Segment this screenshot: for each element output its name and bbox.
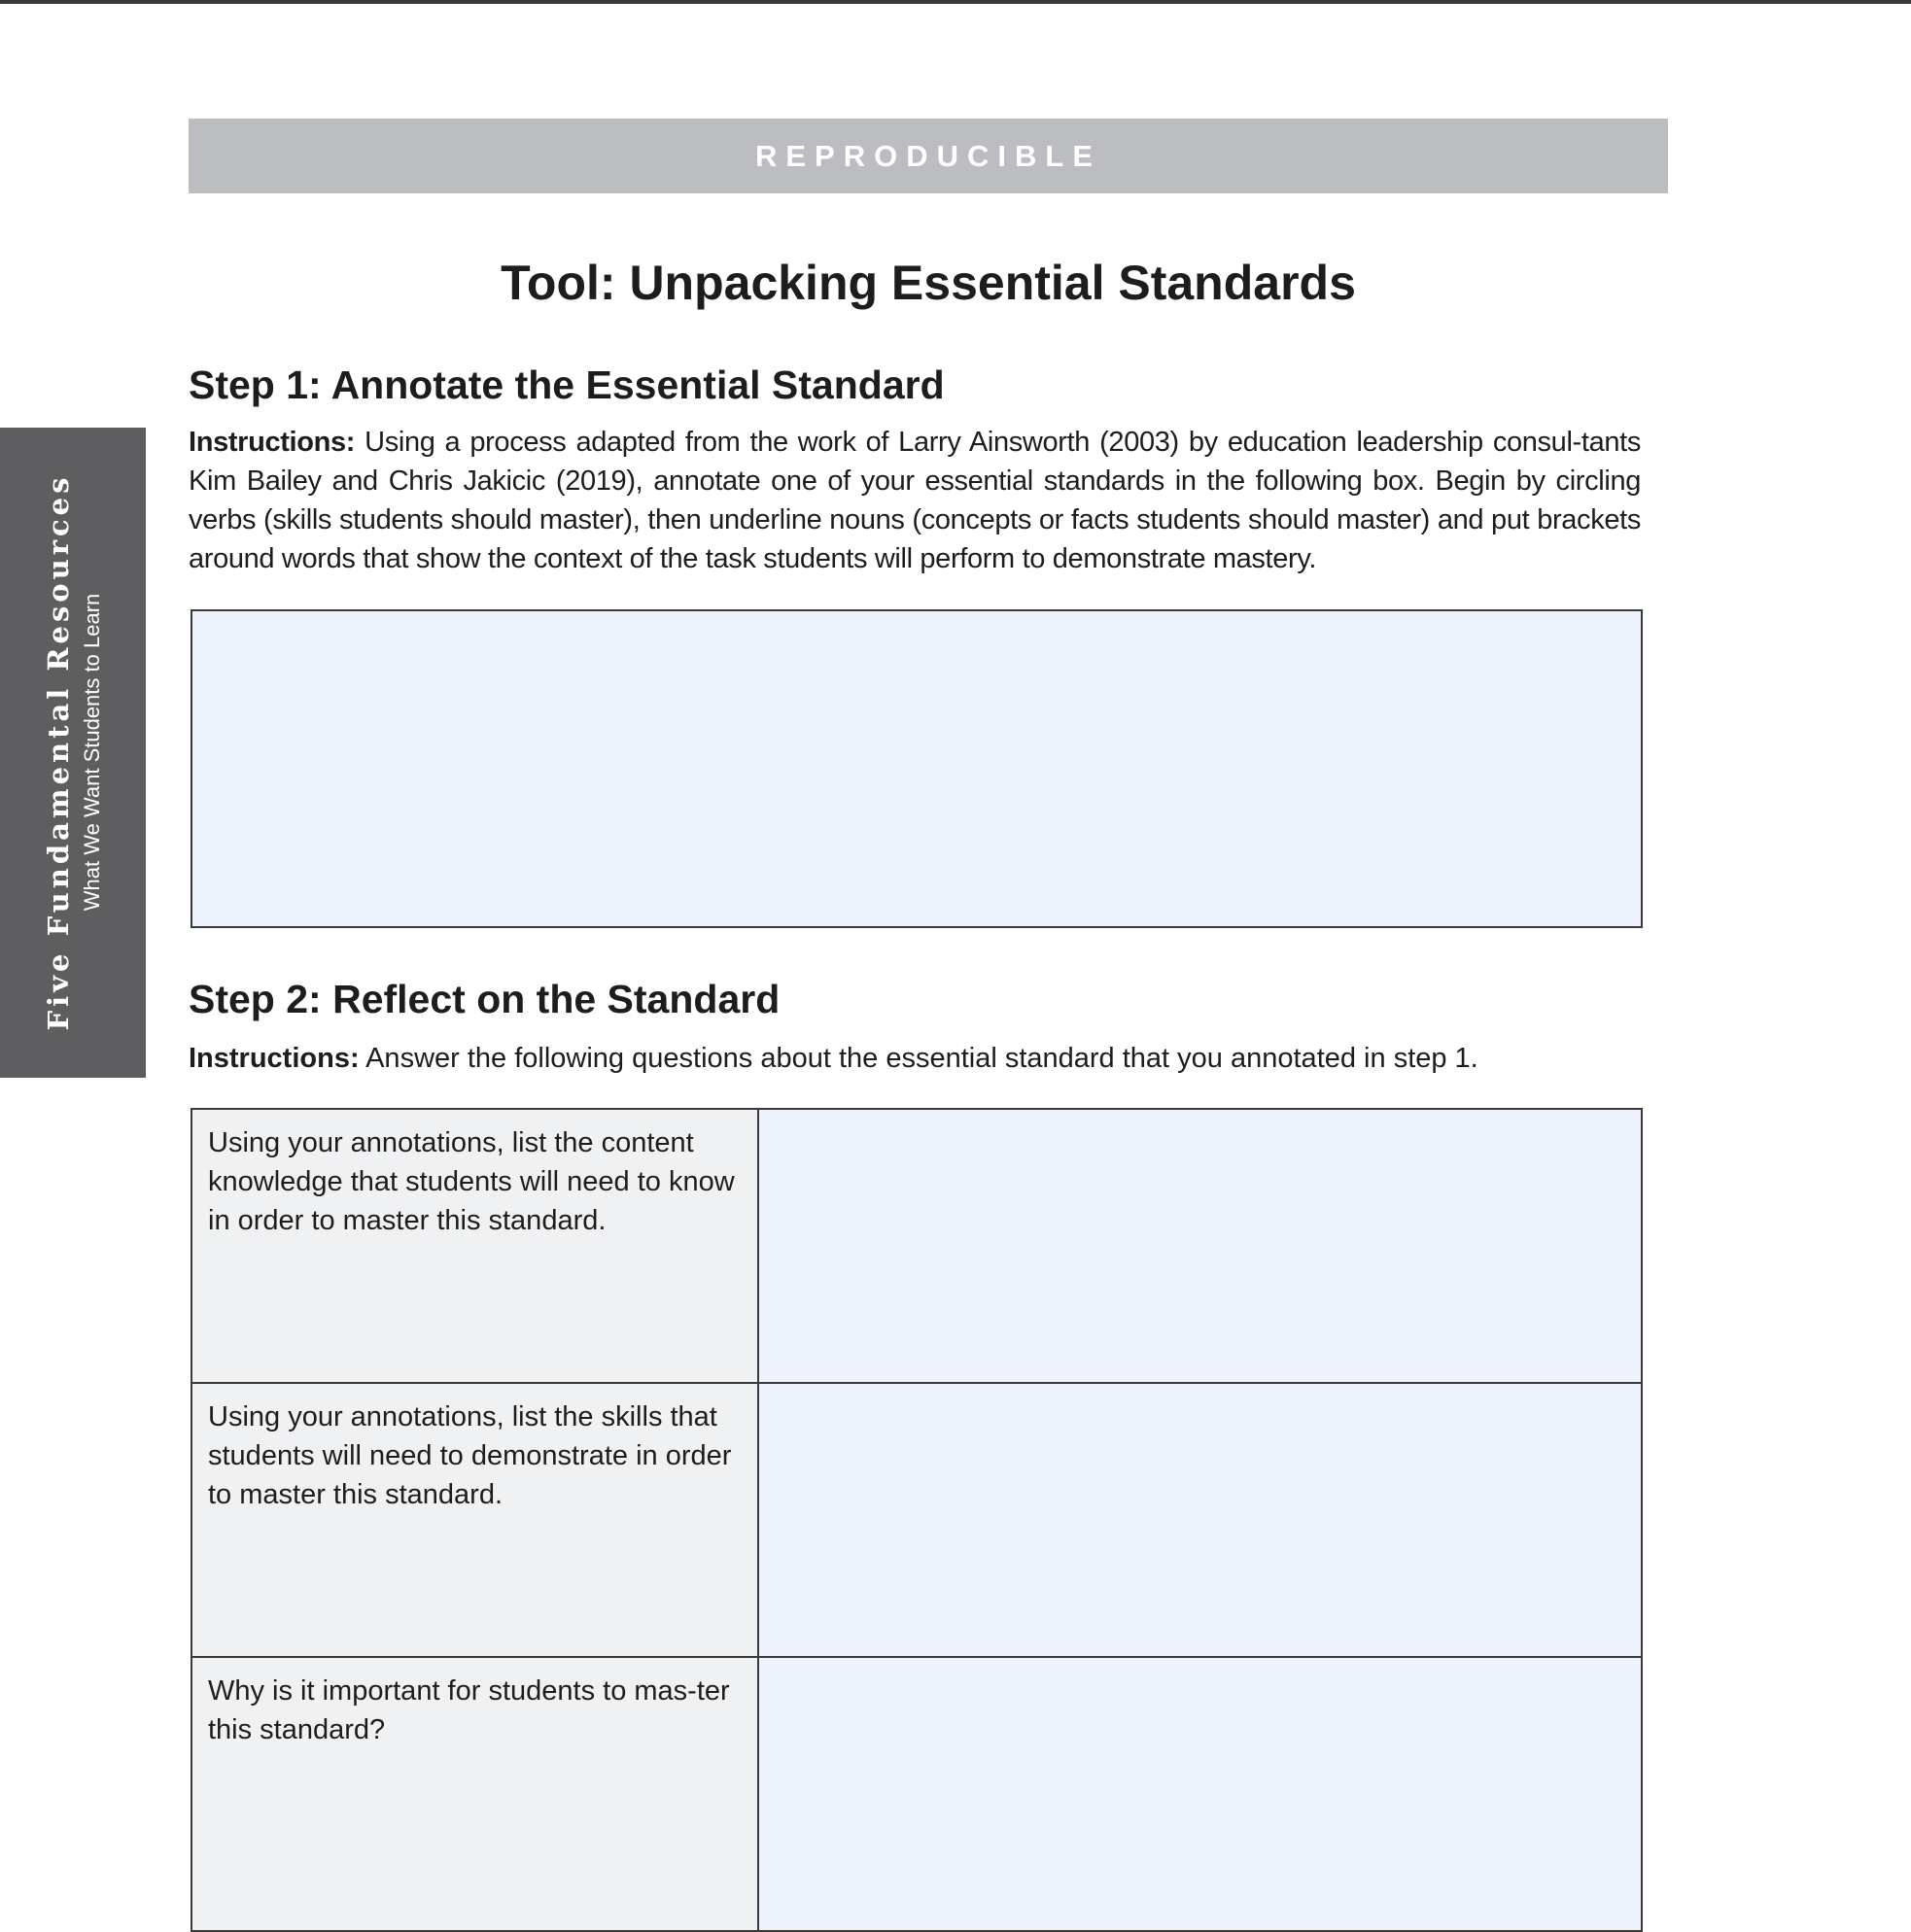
side-tab-title: Five Fundamental Resources [42, 473, 75, 1031]
annotation-input-box[interactable] [191, 609, 1643, 928]
reproducible-banner [189, 119, 1668, 193]
table-row [191, 1383, 1642, 1657]
step1-instructions-text: Using a process adapted from the work of Larry Ainsworth (2003) by education leadership consul-tants Kim Bailey and Chris Jakicic (2019), annotate one of your essential standards in the following box. Begin by circling verbs (skills students should master), then underline nouns (concepts or facts students should master) and put brackets around words that show the context of the task students will perform to demonstrate mastery. [189, 427, 1641, 574]
answer-cell[interactable] [758, 1109, 1642, 1383]
step2-instructions-label: Instructions: [189, 1043, 360, 1074]
step1-heading: Step 1: Annotate the Essential Standard [189, 362, 945, 407]
answer-cell[interactable] [758, 1657, 1642, 1931]
answer-cell[interactable] [758, 1383, 1642, 1657]
page-title: Tool: Unpacking Essential Standards [501, 256, 1356, 310]
question-cell: Why is it important for students to mas-ter this standard? [191, 1657, 758, 1931]
question-cell: Using your annotations, list the content knowledge that students will need to know in order to master this standard. [191, 1109, 758, 1383]
step1-instructions-label: Instructions: [189, 427, 356, 458]
banner-label: REPRODUCIBLE [754, 138, 1101, 173]
top-rule [0, 0, 1911, 4]
step2-instructions [189, 1039, 1641, 1078]
reflection-table [191, 1108, 1643, 1932]
step1-instructions [189, 423, 1641, 578]
step2-heading: Step 2: Reflect on the Standard [189, 977, 781, 1021]
table-row [191, 1657, 1642, 1931]
side-tab-subtitle: What We Want Students to Learn [80, 593, 104, 912]
side-tab-text [39, 461, 107, 1044]
side-tab [0, 428, 146, 1078]
table-row [191, 1109, 1642, 1383]
question-cell: Using your annotations, list the skills that students will need to demonstrate in order to master this standard. [191, 1383, 758, 1657]
step2-instructions-text: Answer the following questions about the essential standard that you annotated in step 1. [365, 1043, 1478, 1074]
